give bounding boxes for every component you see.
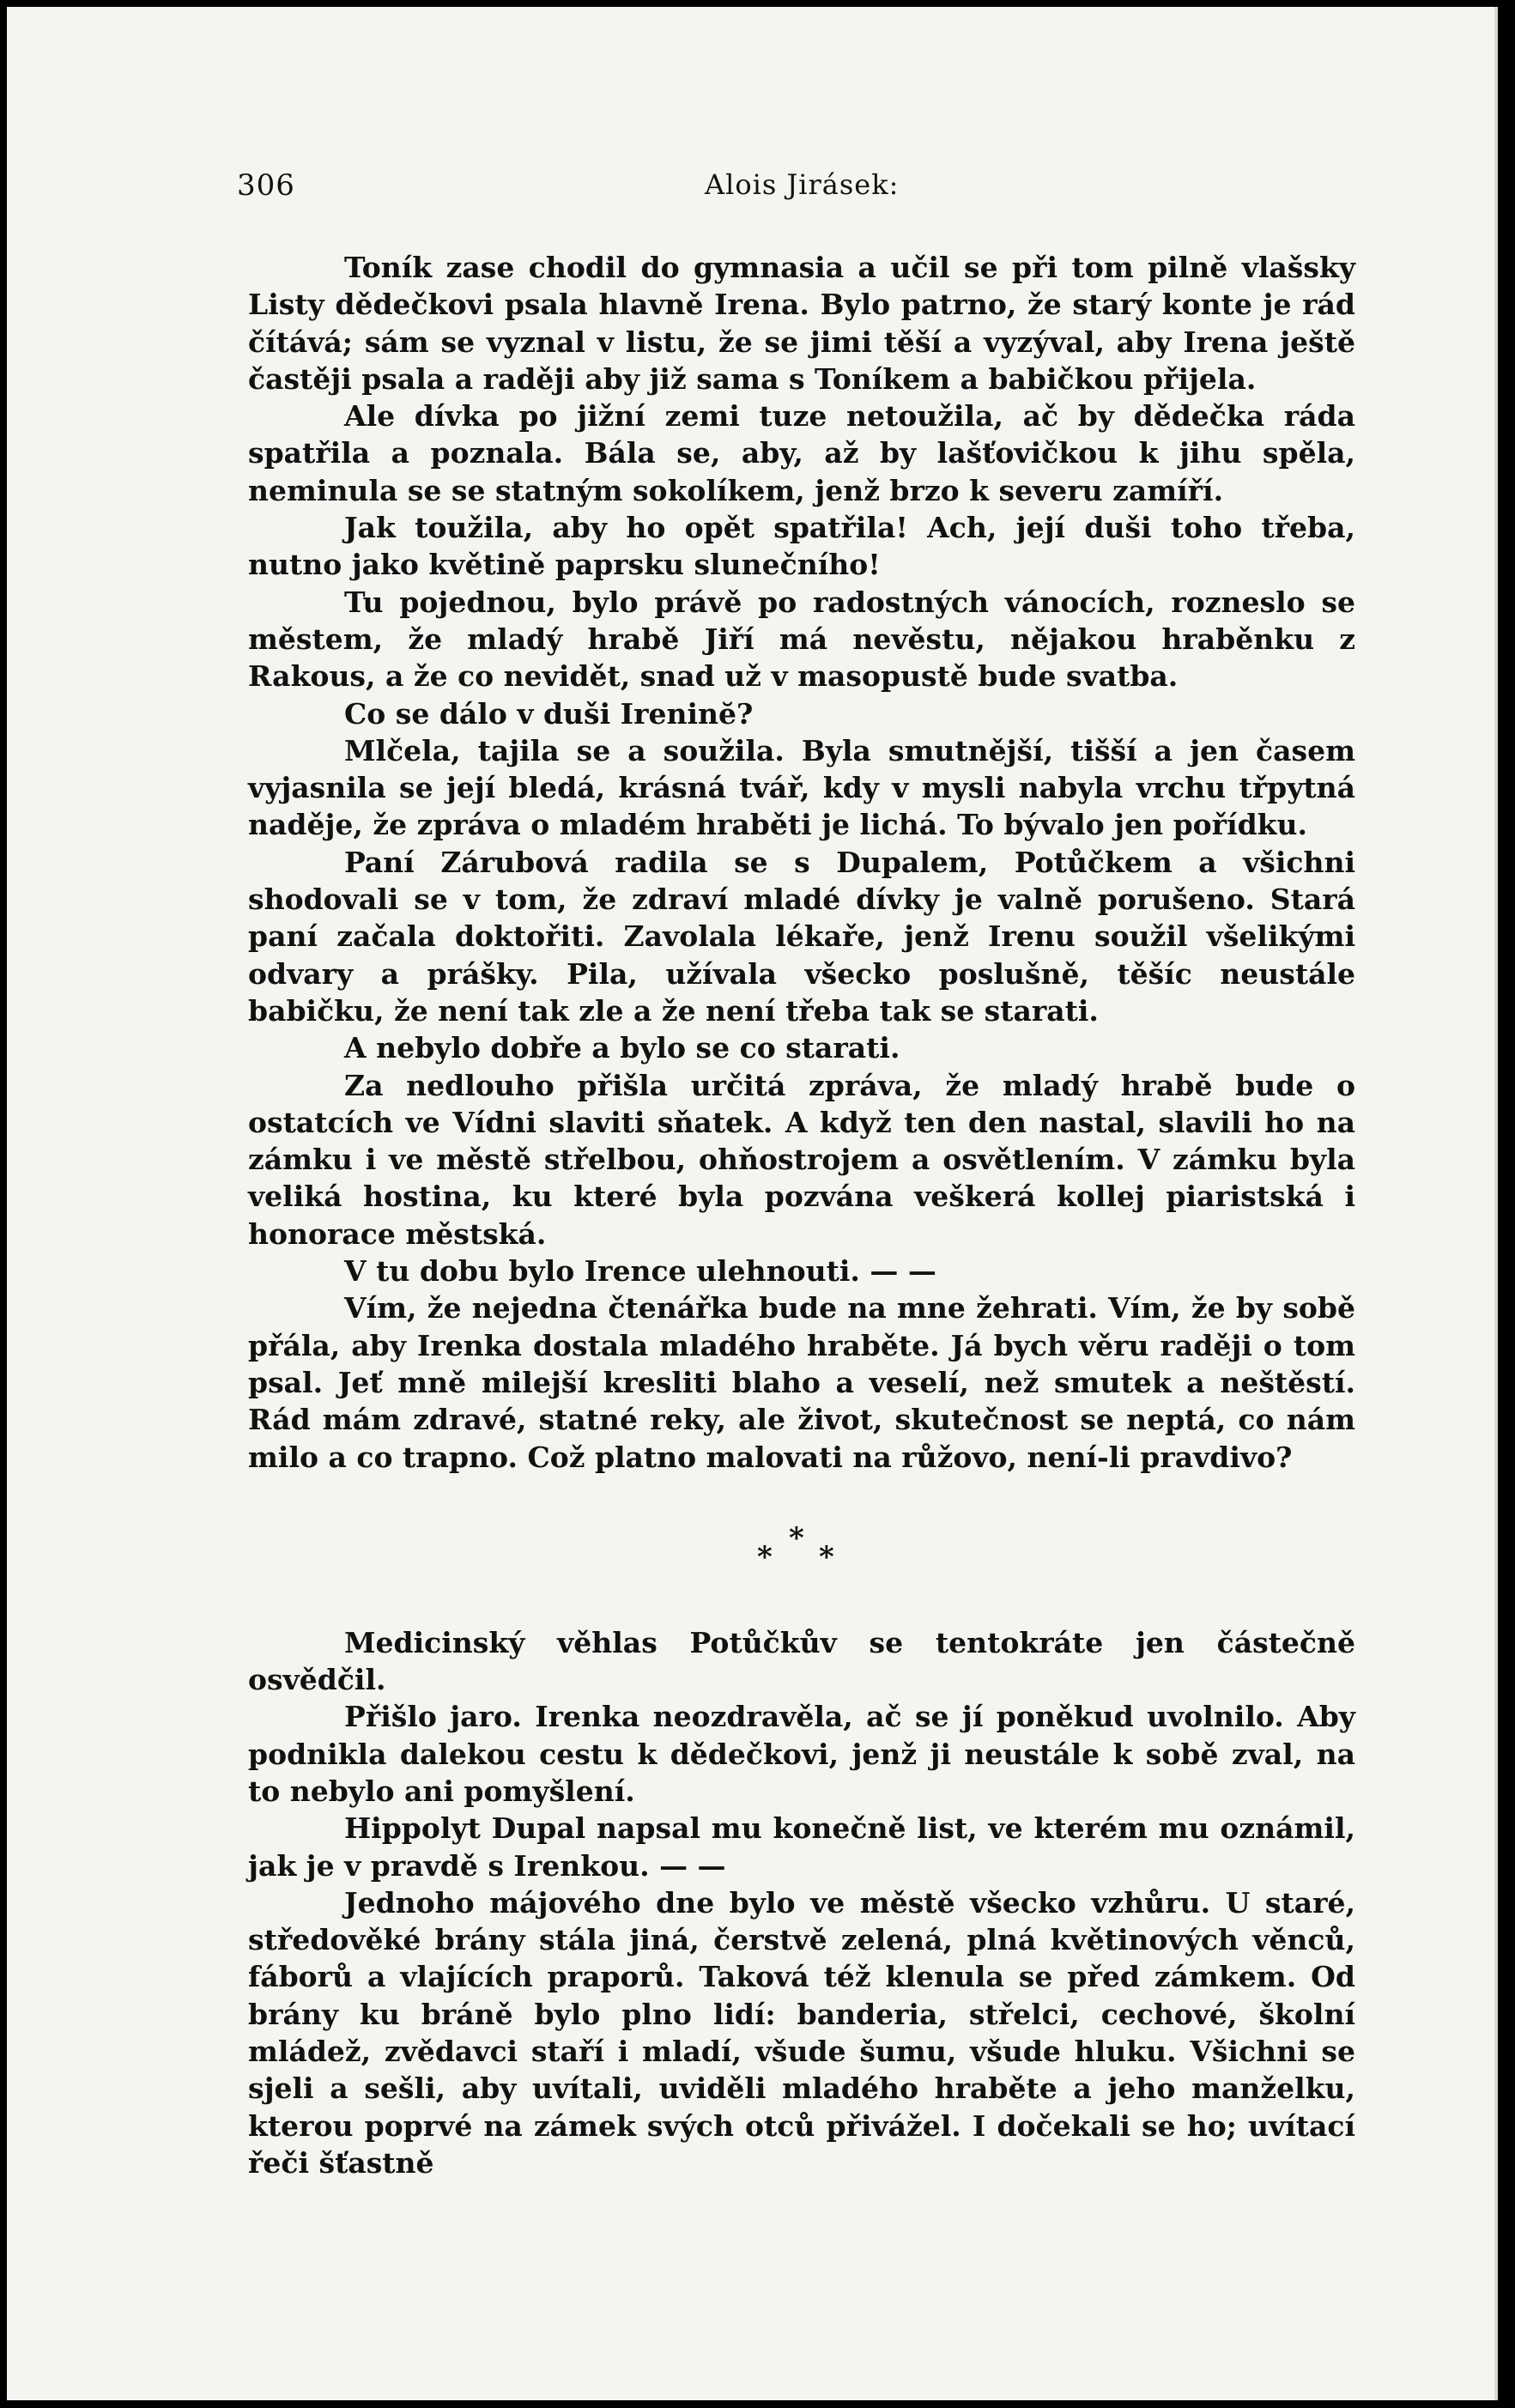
paragraph: Mlčela, tajila se a soužila. Byla smutnější, tišší a jen časem vyjasnila se její bledá, krásná tvář, kdy v mysli nabyla vrchu třpytná naděje, že zpráva o mladém hraběti je lichá. To bývalo jen pořídku.	[248, 733, 1355, 842]
page-number: 306	[237, 168, 295, 203]
body-text	[248, 249, 1355, 2181]
book-page	[7, 7, 1498, 2400]
paragraph: Hippolyt Dupal napsal mu konečně list, ve kterém mu oznámil, jak je v pravdě s Irenkou. — —	[248, 1811, 1355, 1883]
paragraph: Ale dívka po jižní zemi tuze netoužila, ač by dědečka ráda spatřila a poznala. Bála se, aby, až by lašťovičkou k jihu spěla, neminula se se statným sokolíkem, jenž brzo k severu zamíří.	[248, 399, 1355, 507]
paragraph: Co se dálo v duši Ireninĕ?	[344, 696, 754, 731]
paragraph: Tu pojednou, bylo právě po radostných vánocích, rozneslo se městem, že mladý hrabě Jiří má nevěstu, nějakou hraběnku z Rakous, a že co nevidět, snad už v masopustě bude svatba.	[248, 585, 1355, 694]
separator-star: *	[789, 1520, 804, 1556]
running-head: Alois Jirásek:	[705, 168, 900, 201]
paragraph: Toník zase chodil do gymnasia a učil se při tom pilně vlašsky Listy dědečkovi psala hlavně Irena. Bylo patrno, že starý konte je rád čítává; sám se vyznal v listu, že se jimi těší a vyzýval, aby Irena ještě častěji psala a raději aby již sama s Toníkem a babičkou přijela.	[248, 251, 1355, 396]
paragraph: Jednoho májového dne bylo ve městě všecko vzhůru. U staré, středověké brány stála jiná, čerstvě zelená, plná květinových věnců, fáborů a vlajících praporů. Taková též klenula se před zámkem. Od brány ku bráně bylo plno lidí: banderia, střelci, cechové, školní mládež, zvědavci staří i mladí, všude šumu, všude hluku. Všichni se sjeli a sešli, aby uvítali, uviděli mladého hraběte a jeho manželku, kterou poprvé na zámek svých otců přivážel. I dočekali se ho; uvítací řeči šťastně	[248, 1885, 1355, 2180]
paragraph: Paní Zárubová radila se s Dupalem, Potůčkem a všichni shodovali se v tom, že zdraví mladé dívky je valně porušeno. Stará paní začala doktořiti. Zavolala lékaře, jenž Irenu soužil všelikými odvary a prášky. Pila, užívala všecko poslušně, těšíc neustále babičku, že není tak zle a že není třeba tak se starati.	[248, 845, 1355, 1028]
paragraph: Medicinský věhlas Potůčkův se tentokráte jen částečně osvědčil.	[248, 1625, 1355, 1697]
paragraph: Jak toužila, aby ho opět spatřila! Ach, její duši toho třeba, nutno jako květině paprsku slunečního!	[248, 511, 1355, 582]
paragraph: A nebylo dobře a bylo se co starati.	[344, 1031, 900, 1065]
page-header	[237, 168, 1358, 211]
separator-star: *	[757, 1539, 773, 1574]
paragraph: V tu dobu bylo Irence ulehnouti. — —	[344, 1254, 936, 1289]
paragraph: Přišlo jaro. Irenka neozdravěla, ač se jí poněkud uvolnilo. Aby podnikla dalekou cestu k dědečkovi, jenž ji neustále k sobě zval, na to nebylo ani pomyšlení.	[248, 1700, 1355, 1808]
section-separator	[248, 1476, 1355, 1624]
paragraph: Vím, že nejedna čtenářka bude na mne žehrati. Vím, že by sobě přála, aby Irenka dostala mladého hraběte. Já bych věru raději o tom psal. Jeť mně milejší kresliti blaho a veselí, než smutek a neštěstí. Rád mám zdravé, statné reky, ale život, skutečnost se neptá, co nám milo a co trapno. Což platno malovati na růžovo, není-li pravdivo?	[248, 1291, 1355, 1474]
separator-star: *	[819, 1539, 834, 1574]
paragraph: Za nedlouho přišla určitá zpráva, že mladý hrabě bude o ostatcích ve Vídni slaviti sňatek. A když ten den nastal, slavili ho na zámku i ve městě střelbou, ohňostrojem a osvětlením. V zámku byla veliká hostina, ku které byla pozvána veškerá kollej piaristská i honorace městská.	[248, 1068, 1355, 1251]
